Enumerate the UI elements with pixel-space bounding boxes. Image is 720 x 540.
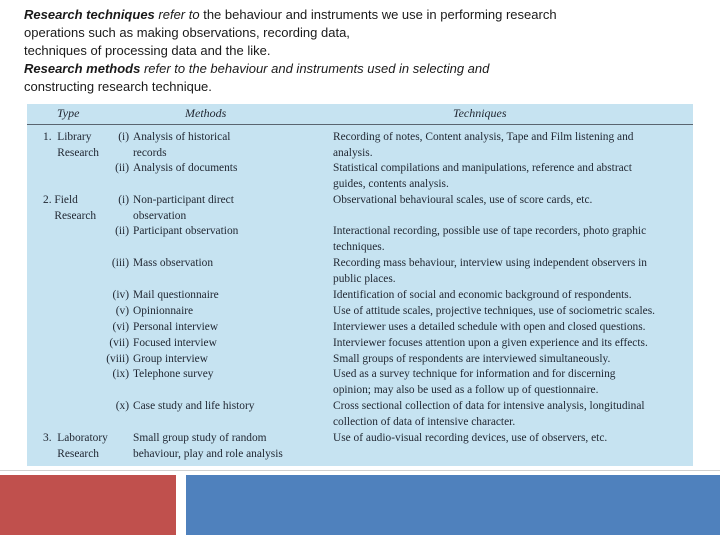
row-technique-cell: Recording of notes, Content analysis, Tape and Film listening and analysis.	[333, 131, 634, 159]
row-method-cell: Opinionnaire	[133, 305, 194, 317]
intro-line-1	[24, 6, 704, 24]
row-method-cell: Mass observation	[133, 257, 214, 269]
row-number-cell: (iii)	[111, 257, 129, 269]
table-header	[27, 104, 693, 125]
row-method-cell: Small group study of random behaviour, play and role analysis	[133, 432, 283, 460]
research-methods-term: Research methods	[24, 61, 141, 76]
row-method-cell: Non-participant direct observation	[133, 194, 234, 222]
methods-techniques-table	[27, 104, 693, 466]
research-techniques-term: Research techniques	[24, 7, 155, 22]
intro-line-1-rest: the behaviour and instruments we use in performing research	[203, 7, 557, 22]
header-methods: Methods	[185, 106, 227, 120]
row-number-cell: (ii)	[115, 225, 129, 237]
row-technique-cell: Interactional recording, possible use of tape recorders, photo graphic techniques.	[333, 225, 647, 253]
refer-to-text: refer to	[154, 7, 204, 22]
row-method-cell: Mail questionnaire	[133, 289, 219, 301]
row-method-cell: Personal interview	[133, 321, 219, 333]
row-technique-cell: Observational behavioural scales, use of score cards, etc.	[333, 194, 593, 206]
row-number-cell: (i)	[118, 131, 129, 143]
intro-line-2: operations such as making observations, recording data,	[24, 25, 350, 40]
row-number-cell: (v)	[115, 305, 129, 317]
intro-line-3: techniques of processing data and the like.	[24, 43, 271, 58]
header-techniques: Techniques	[453, 106, 507, 120]
row-number-cell: (vii)	[109, 337, 129, 349]
row-method-cell: Analysis of documents	[133, 162, 238, 174]
intro-line-4	[24, 60, 704, 78]
footer-blue-bar	[186, 475, 720, 535]
row-method-cell: Analysis of historical records	[133, 131, 231, 159]
row-technique-cell: Interviewer uses a detailed schedule with open and closed questions.	[333, 321, 646, 333]
row-number-cell: (x)	[115, 400, 129, 412]
row-technique-cell: Used as a survey technique for information and for discerning opinion; may also be used as a follow up of questionnaire.	[333, 368, 616, 396]
row-number-cell: (vi)	[112, 321, 129, 333]
row-technique-cell: Identification of social and economic background of respondents.	[333, 289, 632, 301]
footer-red-bar	[0, 475, 176, 535]
header-type: Type	[57, 106, 80, 120]
row-number-cell: (iv)	[112, 289, 129, 301]
row-technique-cell: Use of attitude scales, projective techniques, use of sociometric scales.	[333, 305, 655, 317]
row-technique-cell: Use of audio-visual recording devices, use of observers, etc.	[333, 432, 608, 444]
row-number-cell: (ii)	[115, 162, 129, 174]
row-technique-cell: Small groups of respondents are interviewed simultaneously.	[333, 353, 611, 365]
row-method-cell: Participant observation	[133, 225, 239, 237]
footer-divider	[0, 470, 720, 471]
row-number-cell: (viii)	[106, 353, 129, 365]
row-technique-cell: Interviewer focuses attention upon a given experience and its effects.	[333, 337, 648, 349]
row-technique-cell: Cross sectional collection of data for intensive analysis, longitudinal collection of data of intensive character.	[333, 400, 645, 428]
row-method-cell: Telephone survey	[133, 368, 214, 380]
intro-text	[24, 6, 704, 96]
row-method-cell: Group interview	[133, 353, 208, 365]
intro-line-5: constructing research technique.	[24, 79, 212, 94]
intro-line-4-rest: refer to the behaviour and instruments used in selecting and	[140, 61, 490, 76]
row-technique-cell: Statistical compilations and manipulations, reference and abstract guides, contents analysis.	[333, 162, 632, 190]
row-method-cell: Case study and life history	[133, 400, 255, 412]
row-method-cell: Focused interview	[133, 337, 217, 349]
row-type-cell: 1. Library Research	[43, 131, 99, 159]
row-number-cell: (ix)	[112, 368, 129, 380]
row-technique-cell: Recording mass behaviour, interview using independent observers in public places.	[333, 257, 647, 285]
row-type-cell: 2. Field Research	[43, 194, 97, 222]
row-type-cell: 3. Laboratory Research	[43, 432, 108, 460]
row-number-cell: (i)	[118, 194, 129, 206]
